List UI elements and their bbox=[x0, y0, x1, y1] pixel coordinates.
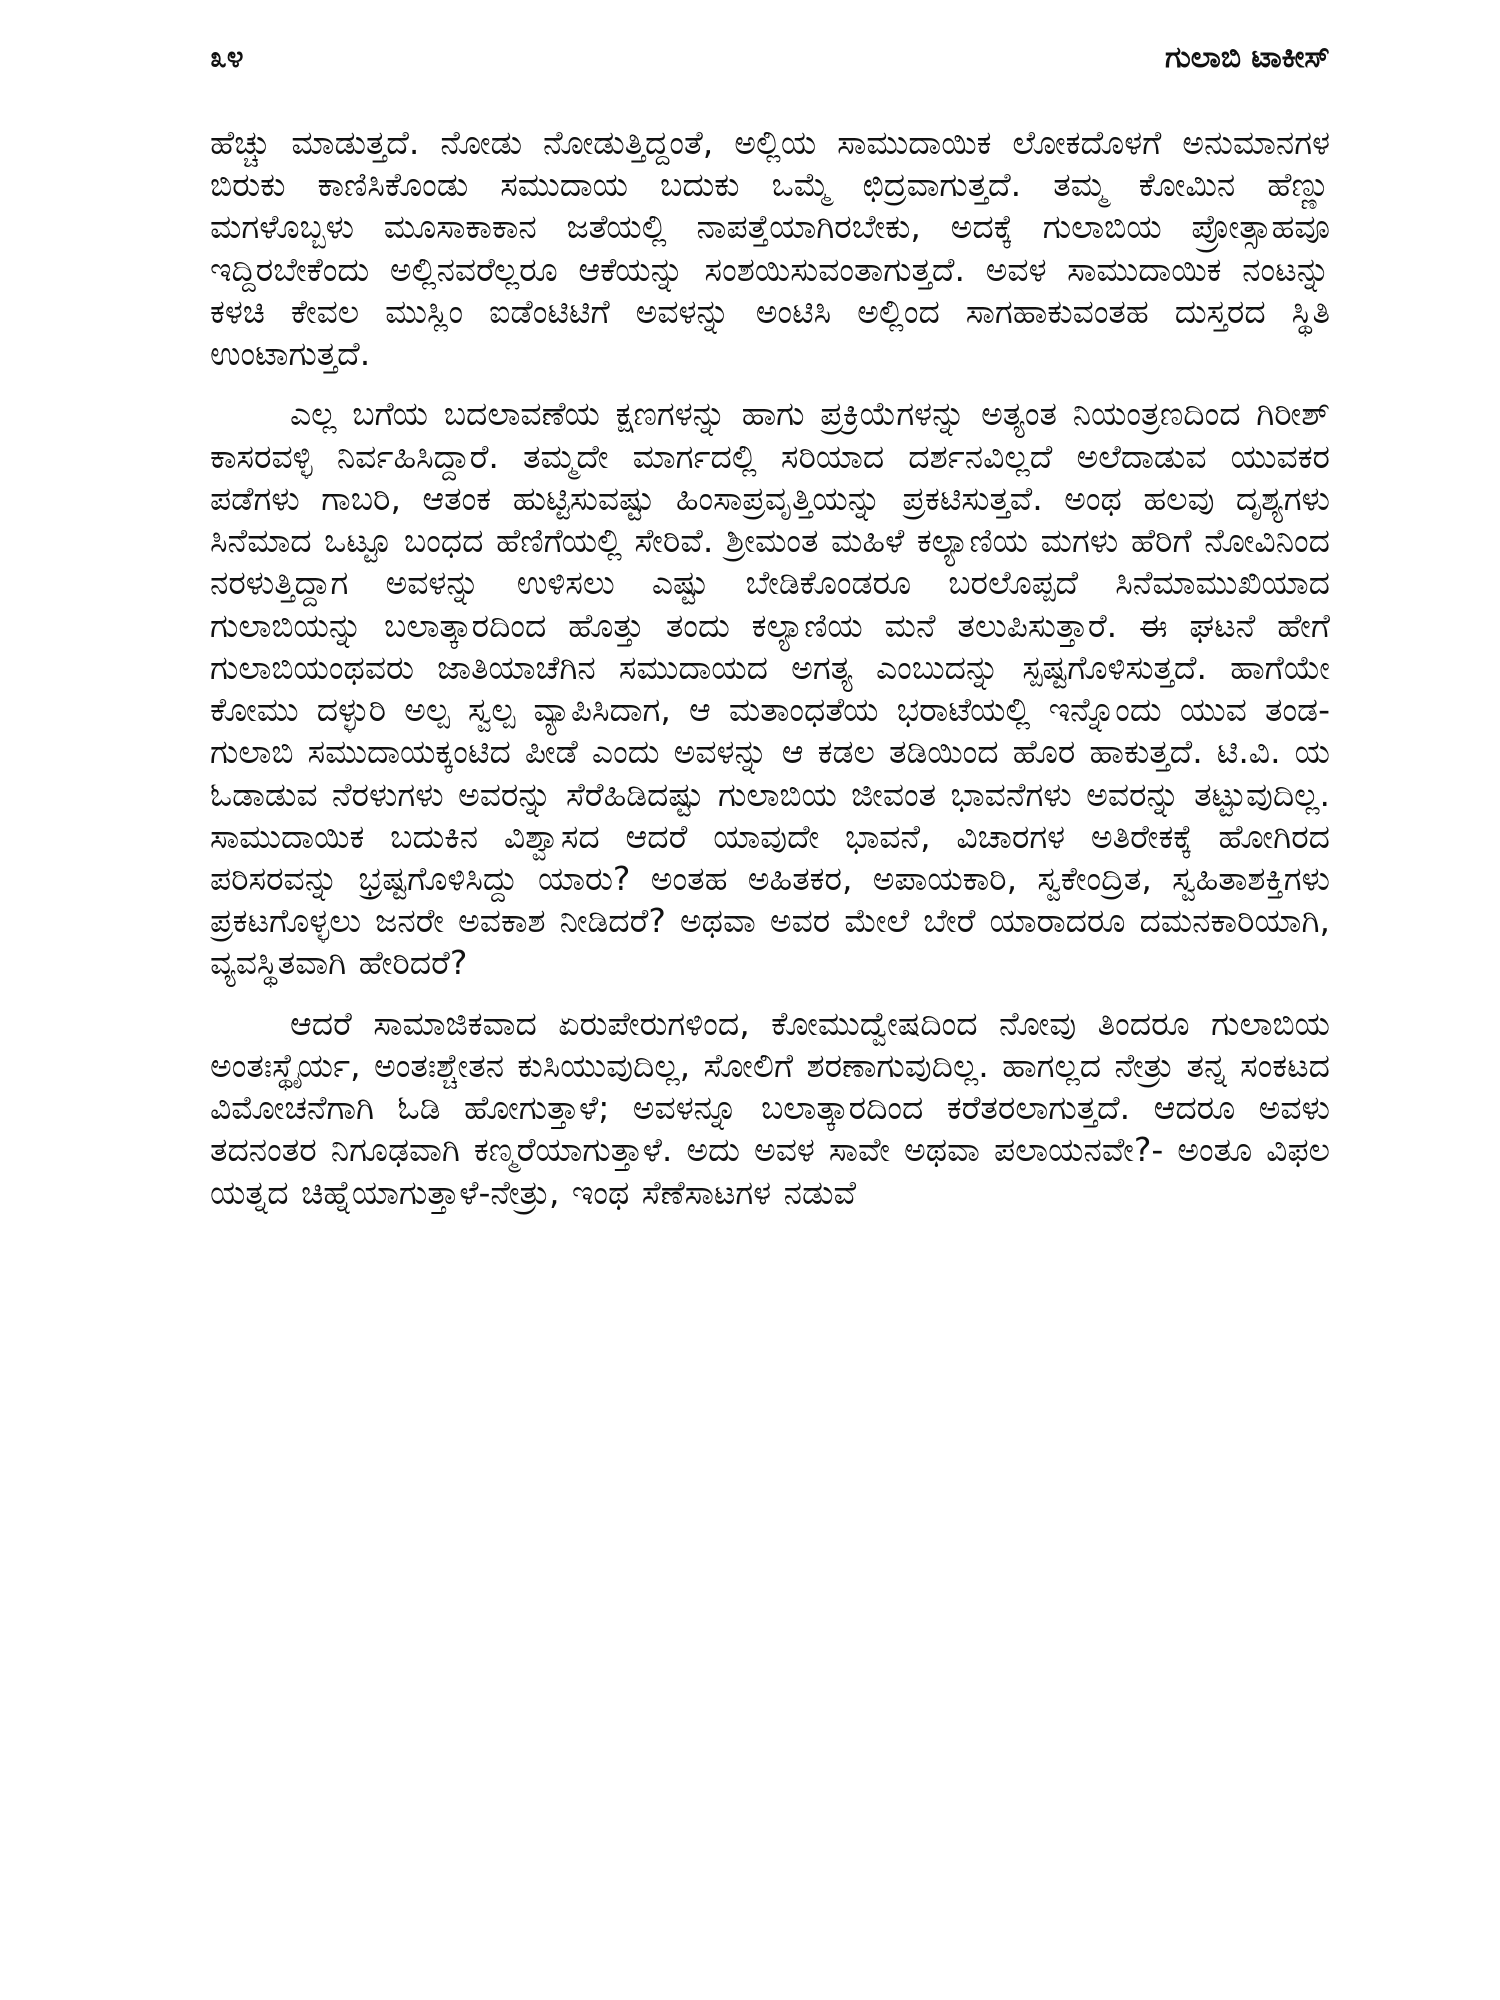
body-text bbox=[210, 122, 1330, 1214]
running-header bbox=[210, 40, 1330, 110]
paragraph-3: ಆದರೆ ಸಾಮಾಜಿಕವಾದ ಏರುಪೇರುಗಳಿಂದ, ಕೋಮುದ್ವೇಷದಿಂದ ನೋವು ತಿಂದರೂ ಗುಲಾಬಿಯ ಅಂತಃಸ್ಥೈರ್ಯ, ಅಂತಃಶ್ಚೇತನ ಕುಸಿಯುವುದಿಲ್ಲ, ಸೋಲಿಗೆ ಶರಣಾಗುವುದಿಲ್ಲ. ಹಾಗಲ್ಲದ ನೇತ್ರು ತನ್ನ ಸಂಕಟದ ವಿಮೋಚನೆಗಾಗಿ ಓಡಿ ಹೋಗುತ್ತಾಳೆ; ಅವಳನ್ನೂ ಬಲಾತ್ಕಾರದಿಂದ ಕರೆತರಲಾಗುತ್ತದೆ. ಆದರೂ ಅವಳು ತದನಂತರ ನಿಗೂಢವಾಗಿ ಕಣ್ಮರೆಯಾಗುತ್ತಾಳೆ. ಅದು ಅವಳ ಸಾವೇ ಅಥವಾ ಪಲಾಯನವೇ?- ಅಂತೂ ವಿಫಲ ಯತ್ನದ ಚಿಹ್ನೆಯಾಗುತ್ತಾಳೆ-ನೇತ್ರು, ಇಂಥ ಸೆಣೆಸಾಟಗಳ ನಡುವೆ bbox=[210, 1003, 1330, 1212]
book-page bbox=[210, 40, 1330, 1970]
page-number: ೩೪ bbox=[210, 40, 244, 75]
running-title: ಗುಲಾಬಿ ಟಾಕೀಸ್ bbox=[1165, 40, 1330, 75]
paragraph-2: ಎಲ್ಲ ಬಗೆಯ ಬದಲಾವಣೆಯ ಕ್ಷಣಗಳನ್ನು ಹಾಗು ಪ್ರಕ್ರಿಯೆಗಳನ್ನು ಅತ್ಯಂತ ನಿಯಂತ್ರಣದಿಂದ ಗಿರೀಶ್ ಕಾಸರವಳ್ಳಿ ನಿರ್ವಹಿಸಿದ್ದಾರೆ. ತಮ್ಮದೇ ಮಾರ್ಗದಲ್ಲಿ ಸರಿಯಾದ ದರ್ಶನವಿಲ್ಲದೆ ಅಲೆದಾಡುವ ಯುವಕರ ಪಡೆಗಳು ಗಾಬರಿ, ಆತಂಕ ಹುಟ್ಟಿಸುವಷ್ಟು ಹಿಂಸಾಪ್ರವೃತ್ತಿಯನ್ನು ಪ್ರಕಟಿಸುತ್ತವೆ. ಅಂಥ ಹಲವು ದೃಶ್ಯಗಳು ಸಿನೆಮಾದ ಒಟ್ಟೂ ಬಂಧದ ಹೆಣಿಗೆಯಲ್ಲಿ ಸೇರಿವೆ. ಶ್ರೀಮಂತ ಮಹಿಳೆ ಕಲ್ಯಾಣಿಯ ಮಗಳು ಹೆರಿಗೆ ನೋವಿನಿಂದ ನರಳುತ್ತಿದ್ದಾಗ ಅವಳನ್ನು ಉಳಿಸಲು ಎಷ್ಟು ಬೇಡಿಕೊಂಡರೂ ಬರಲೊಪ್ಪದೆ ಸಿನೆಮಾಮುಖಿಯಾದ ಗುಲಾಬಿಯನ್ನು ಬಲಾತ್ಕಾರದಿಂದ ಹೊತ್ತು ತಂದು ಕಲ್ಯಾಣಿಯ ಮನೆ ತಲುಪಿಸುತ್ತಾರೆ. ಈ ಘಟನೆ ಹೇಗೆ ಗುಲಾಬಿಯಂಥವರು ಜಾತಿಯಾಚೆಗಿನ ಸಮುದಾಯದ ಅಗತ್ಯ ಎಂಬುದನ್ನು ಸ್ಪಷ್ಟಗೊಳಿಸುತ್ತದೆ. ಹಾಗೆಯೇ ಕೋಮು ದಳ್ಳುರಿ ಅಲ್ಪ ಸ್ವಲ್ಪ ವ್ಯಾಪಿಸಿದಾಗ, ಆ ಮತಾಂಧತೆಯ ಭರಾಟೆಯಲ್ಲಿ ಇನ್ನೊಂದು ಯುವ ತಂಡ-ಗುಲಾಬಿ ಸಮುದಾಯಕ್ಕಂಟಿದ ಪೀಡೆ ಎಂದು ಅವಳನ್ನು ಆ ಕಡಲ ತಡಿಯಿಂದ ಹೊರ ಹಾಕುತ್ತದೆ. ಟಿ.ವಿ. ಯ ಓಡಾಡುವ ನೆರಳುಗಳು ಅವರನ್ನು ಸೆರೆಹಿಡಿದಷ್ಟು ಗುಲಾಬಿಯ ಜೀವಂತ ಭಾವನೆಗಳು ಅವರನ್ನು ತಟ್ಟುವುದಿಲ್ಲ. ಸಾಮುದಾಯಿಕ ಬದುಕಿನ ವಿಶ್ವಾಸದ ಆದರೆ ಯಾವುದೇ ಭಾವನೆ, ವಿಚಾರಗಳ ಅತಿರೇಕಕ್ಕೆ ಹೋಗಿರದ ಪರಿಸರವನ್ನು ಭ್ರಷ್ಟಗೊಳಿಸಿದ್ದು ಯಾರು? ಅಂತಹ ಅಹಿತಕರ, ಅಪಾಯಕಾರಿ, ಸ್ವಕೇಂದ್ರಿತ, ಸ್ವಹಿತಾಶಕ್ತಿಗಳು ಪ್ರಕಟಗೊಳ್ಳಲು ಜನರೇ ಅವಕಾಶ ನೀಡಿದರೆ? ಅಥವಾ ಅವರ ಮೇಲೆ ಬೇರೆ ಯಾರಾದರೂ ದಮನಕಾರಿಯಾಗಿ, ವ್ಯವಸ್ಥಿತವಾಗಿ ಹೇರಿದರೆ? bbox=[210, 394, 1330, 983]
paragraph-1: ಹೆಚ್ಚು ಮಾಡುತ್ತದೆ. ನೋಡು ನೋಡುತ್ತಿದ್ದಂತೆ, ಅಲ್ಲಿಯ ಸಾಮುದಾಯಿಕ ಲೋಕದೊಳಗೆ ಅನುಮಾನಗಳ ಬಿರುಕು ಕಾಣಿಸಿಕೊಂಡು ಸಮುದಾಯ ಬದುಕು ಒಮ್ಮೆ ಛಿದ್ರವಾಗುತ್ತದೆ. ತಮ್ಮ ಕೋಮಿನ ಹೆಣ್ಣು ಮಗಳೊಬ್ಬಳು ಮೂಸಾಕಾಕಾನ ಜತೆಯಲ್ಲಿ ನಾಪತ್ತೆಯಾಗಿರಬೇಕು, ಅದಕ್ಕೆ ಗುಲಾಬಿಯ ಪ್ರೋತ್ಸಾಹವೂ ಇದ್ದಿರಬೇಕೆಂದು ಅಲ್ಲಿನವರೆಲ್ಲರೂ ಆಕೆಯನ್ನು ಸಂಶಯಿಸುವಂತಾಗುತ್ತದೆ. ಅವಳ ಸಾಮುದಾಯಿಕ ನಂಟನ್ನು ಕಳಚಿ ಕೇವಲ ಮುಸ್ಲಿಂ ಐಡೆಂಟಿಟಿಗೆ ಅವಳನ್ನು ಅಂಟಿಸಿ ಅಲ್ಲಿಂದ ಸಾಗಹಾಕುವಂತಹ ದುಸ್ತರದ ಸ್ಥಿತಿ ಉಂಟಾಗುತ್ತದೆ. bbox=[210, 123, 1330, 374]
